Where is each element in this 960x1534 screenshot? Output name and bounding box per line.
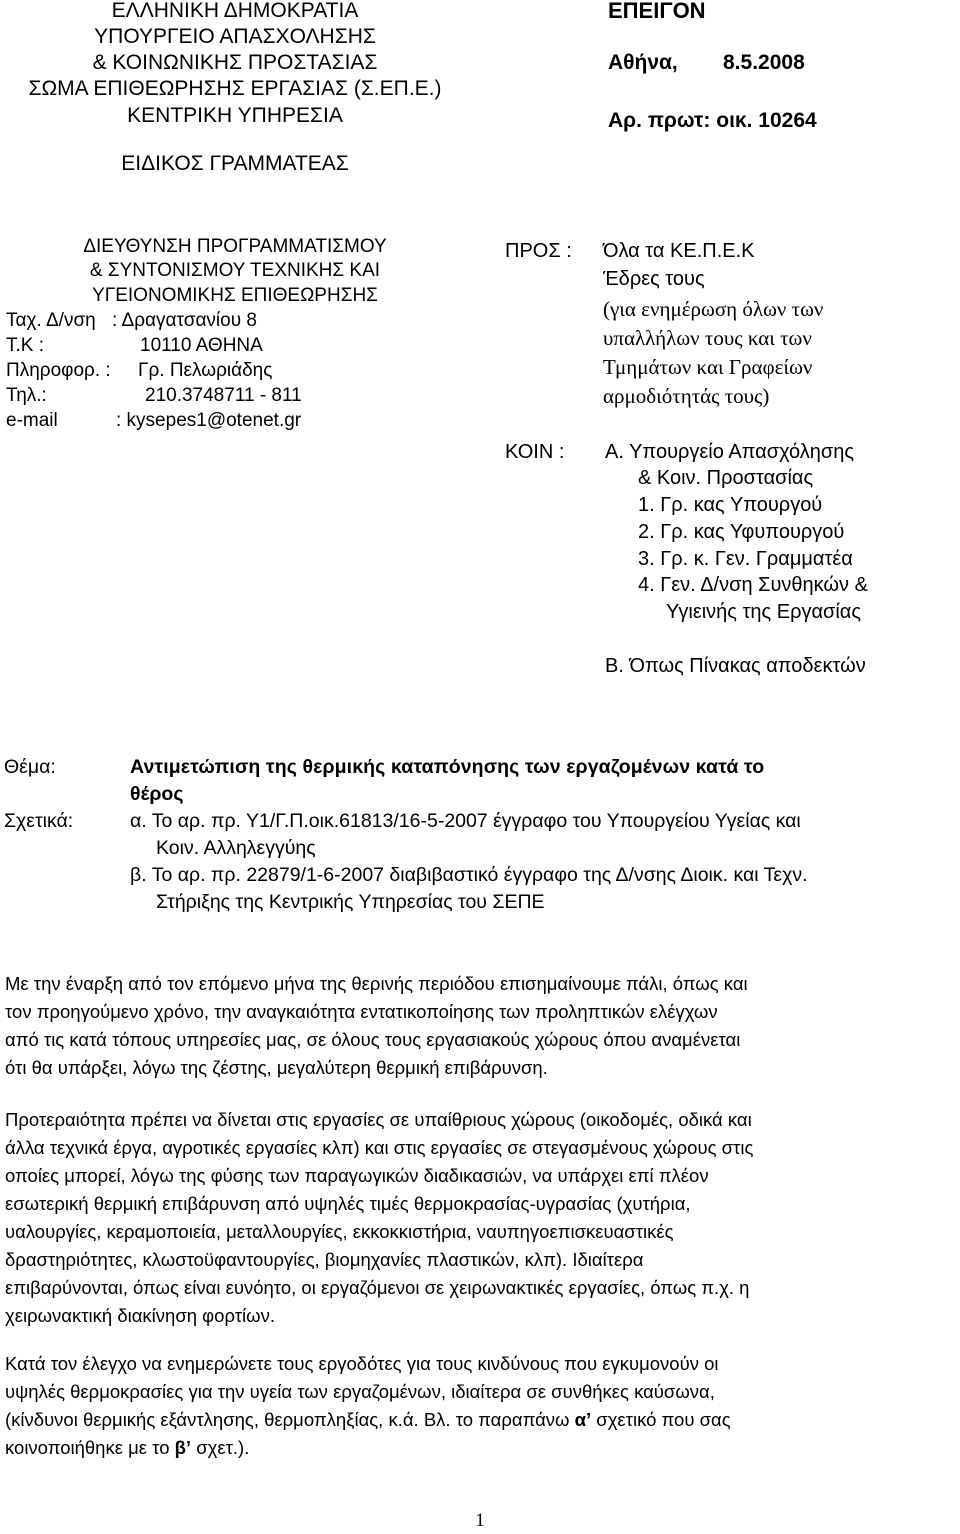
recipients-block [495, 240, 960, 690]
to-note-line: υπαλλήλων τους και των [603, 326, 812, 350]
related-line: Στήριξης της Κεντρικής Υπηρεσίας του ΣΕΠΕ [156, 891, 545, 913]
ministry-line: ΣΩΜΑ ΕΠΙΘΕΩΡΗΣΗΣ ΕΡΓΑΣΙΑΣ (Σ.ΕΠ.Ε.) [28, 77, 442, 100]
paragraph-text: σχετικό που σας [591, 1409, 731, 1430]
paragraph-line: δραστηριότητες, κλωστοϋφαντουργίες, βιομηχανίες πλαστικών, κλπ). Ιδιαίτερα [5, 1249, 644, 1270]
paragraph-3 [5, 1350, 953, 1462]
related-line: β. Το αρ. πρ. 22879/1-6-2007 διαβιβαστικό έγγραφο της Δ/νσης Διοικ. και Τεχν. [130, 864, 808, 886]
paragraph-text: (κίνδυνοι θερμικής εξάντλησης, θερμοπληξίας, κ.ά. Βλ. το παραπάνω [5, 1409, 575, 1430]
cc-line: 2. Γρ. κας Υφυπουργού [638, 521, 845, 543]
paragraph-line: Προτεραιότητα πρέπει να δίνεται στις εργασίες σε υπαίθριους χώρους (οικοδομές, οδικά και [5, 1109, 752, 1130]
directorate-title-line: ΥΓΕΙΟΝΟΜΙΚΗΣ ΕΠΙΘΕΩΡΗΣΗΣ [92, 285, 378, 306]
cc-line: Υγιεινής της Εργασίας [666, 601, 861, 623]
directorate-title-line: & ΣΥΝΤΟΝΙΣΜΟΥ ΤΕΧΝΙΚΗΣ ΚΑΙ [89, 260, 381, 281]
protocol-number: Αρ. πρωτ: οικ. 10264 [608, 109, 817, 132]
urgent-label: ΕΠΕΙΓΟΝ [608, 0, 706, 23]
postal-code-value: 10110 ΑΘΗΝΑ [140, 335, 263, 356]
paragraph-line: άλλα τεχνικά έργα, αγροτικές εργασίες κλπ) και στις εργασίες σε στεγασμένους χώρους στις [5, 1137, 754, 1158]
related-label: Σχετικά: [4, 810, 74, 832]
paragraph-line: υψηλές θερμοκρασίες για την υγεία των εργαζομένων, ιδιαίτερα σε συνθήκες καύσωνα, [5, 1381, 715, 1402]
subject-label: Θέμα: [4, 756, 56, 778]
paragraph-line: οποίες μπορεί, λόγω της φύσης των παραγωγικών διαδικασιών, να υπάρχει επί πλέον [5, 1165, 709, 1186]
address-label: Ταχ. Δ/νση [6, 310, 96, 331]
subject-block [0, 756, 960, 916]
ministry-line: ΕΛΛΗΝΙΚΗ ΔΗΜΟΚΡΑΤΙΑ [111, 0, 359, 22]
email-value[interactable]: : kysepes1@otenet.gr [116, 410, 302, 431]
related-line: Κοιν. Αλληλεγγύης [156, 837, 316, 859]
secretary-title: ΕΙΔΙΚΟΣ ΓΡΑΜΜΑΤΕΑΣ [121, 152, 349, 175]
ref-alpha: α’ [574, 1409, 592, 1430]
paragraph-line: Κατά τον έλεγχο να ενημερώνετε τους εργοδότες για τους κινδύνους που εγκυμονούν οι [5, 1353, 719, 1374]
to-note-line: αρμοδιότητάς τους) [603, 384, 770, 408]
date-value: 8.5.2008 [723, 51, 805, 74]
paragraph-line: Με την έναρξη από τον επόμενο μήνα της θερινής περιόδου επισημαίνουμε πάλι, όπως και [5, 973, 748, 994]
paragraph-text: κοινοποιήθηκε με το [5, 1437, 175, 1458]
paragraph-line: επιβαρύνονται, όπως είναι ευνόητο, οι εργαζόμενοι σε χειρωνακτικές εργασίες, όπως π.χ. η [5, 1277, 750, 1298]
cc-line-b: Β. Όπως Πίνακας αποδεκτών [605, 655, 866, 677]
cc-line: & Κοιν. Προστασίας [638, 467, 814, 489]
phone-label: Τηλ.: [6, 385, 47, 406]
cc-line: 3. Γρ. κ. Γεν. Γραμματέα [638, 548, 853, 570]
ministry-line: & ΚΟΙΝΩΝΙΚΗΣ ΠΡΟΣΤΑΣΙΑΣ [92, 51, 378, 74]
paragraph-line: ότι θα υπάρξει, λόγω της ζέστης, μεγαλύτερη θερμική επιβάρυνση. [5, 1057, 548, 1078]
ministry-line: ΥΠΟΥΡΓΕΙΟ ΑΠΑΣΧΟΛΗΣΗΣ [94, 25, 376, 48]
paragraph-line: υαλουργίες, κεραμοποιεία, μεταλλουργίες, εκκοκκιστήρια, ναυπηγοεπισκευαστικές [5, 1221, 674, 1242]
to-note-line: (για ενημέρωση όλων των [603, 297, 824, 321]
to-label: ΠΡΟΣ : [505, 240, 572, 262]
directorate-title-line: ΔΙΕΥΘΥΝΣΗ ΠΡΟΓΡΑΜΜΑΤΙΣΜΟΥ [83, 236, 387, 257]
date-label: Αθήνα, [608, 51, 678, 74]
paragraph-1 [5, 970, 953, 1082]
ministry-line: ΚΕΝΤΡΙΚΗ ΥΠΗΡΕΣΙΑ [127, 104, 343, 127]
postal-code-label: Τ.Κ : [6, 335, 45, 356]
to-main: Όλα τα ΚΕ.Π.Ε.Κ [603, 240, 755, 262]
cc-line: 4. Γεν. Δ/νση Συνθηκών & [638, 574, 868, 596]
paragraph-line [5, 1434, 953, 1462]
cc-label: ΚΟΙΝ : [505, 441, 565, 463]
paragraph-line: εσωτερική θερμική επιβάρυνση από υψηλές τιμές θερμοκρασίας-υγρασίας (χυτήρια, [5, 1193, 691, 1214]
ministry-header [0, 0, 470, 180]
ref-beta: β’ [174, 1437, 192, 1458]
address-value: : Δραγατσανίου 8 [112, 310, 257, 331]
paragraph-line [5, 1406, 953, 1434]
directorate-block [0, 234, 470, 434]
paragraph-2 [5, 1106, 953, 1330]
phone-value: 210.3748711 - 811 [145, 385, 302, 406]
page-number: 1 [475, 1510, 485, 1531]
document-meta [608, 0, 948, 140]
info-value: Γρ. Πελωριάδης [138, 360, 273, 381]
email-label: e-mail [6, 410, 58, 431]
paragraph-line: χειρωνακτική διακίνηση φορτίων. [5, 1305, 275, 1326]
cc-line: Α. Υπουργείο Απασχόλησης [605, 441, 855, 463]
paragraph-line: από τις κατά τόπους υπηρεσίες μας, σε όλους τους εργασιακούς χώρους όπου αναμένεται [5, 1029, 741, 1050]
cc-line: 1. Γρ. κας Υπουργού [638, 494, 823, 516]
related-line: α. Το αρ. πρ. Υ1/Γ.Π.οικ.61813/16-5-2007 έγγραφο του Υπουργείου Υγείας και [130, 810, 801, 832]
paragraph-line: τον προηγούμενο χρόνο, την αναγκαιότητα εντατικοποίησης των προληπτικών ελέγχων [5, 1001, 718, 1022]
paragraph-text: σχετ.). [191, 1437, 250, 1458]
to-note-line: Τμημάτων και Γραφείων [603, 355, 813, 379]
subject-text-cont: θέρος [130, 783, 184, 805]
subject-text: Αντιμετώπιση της θερμικής καταπόνησης των εργαζομένων κατά το [130, 756, 765, 778]
to-line2: Έδρες τους [603, 268, 705, 290]
info-label: Πληροφορ. : [6, 360, 111, 381]
